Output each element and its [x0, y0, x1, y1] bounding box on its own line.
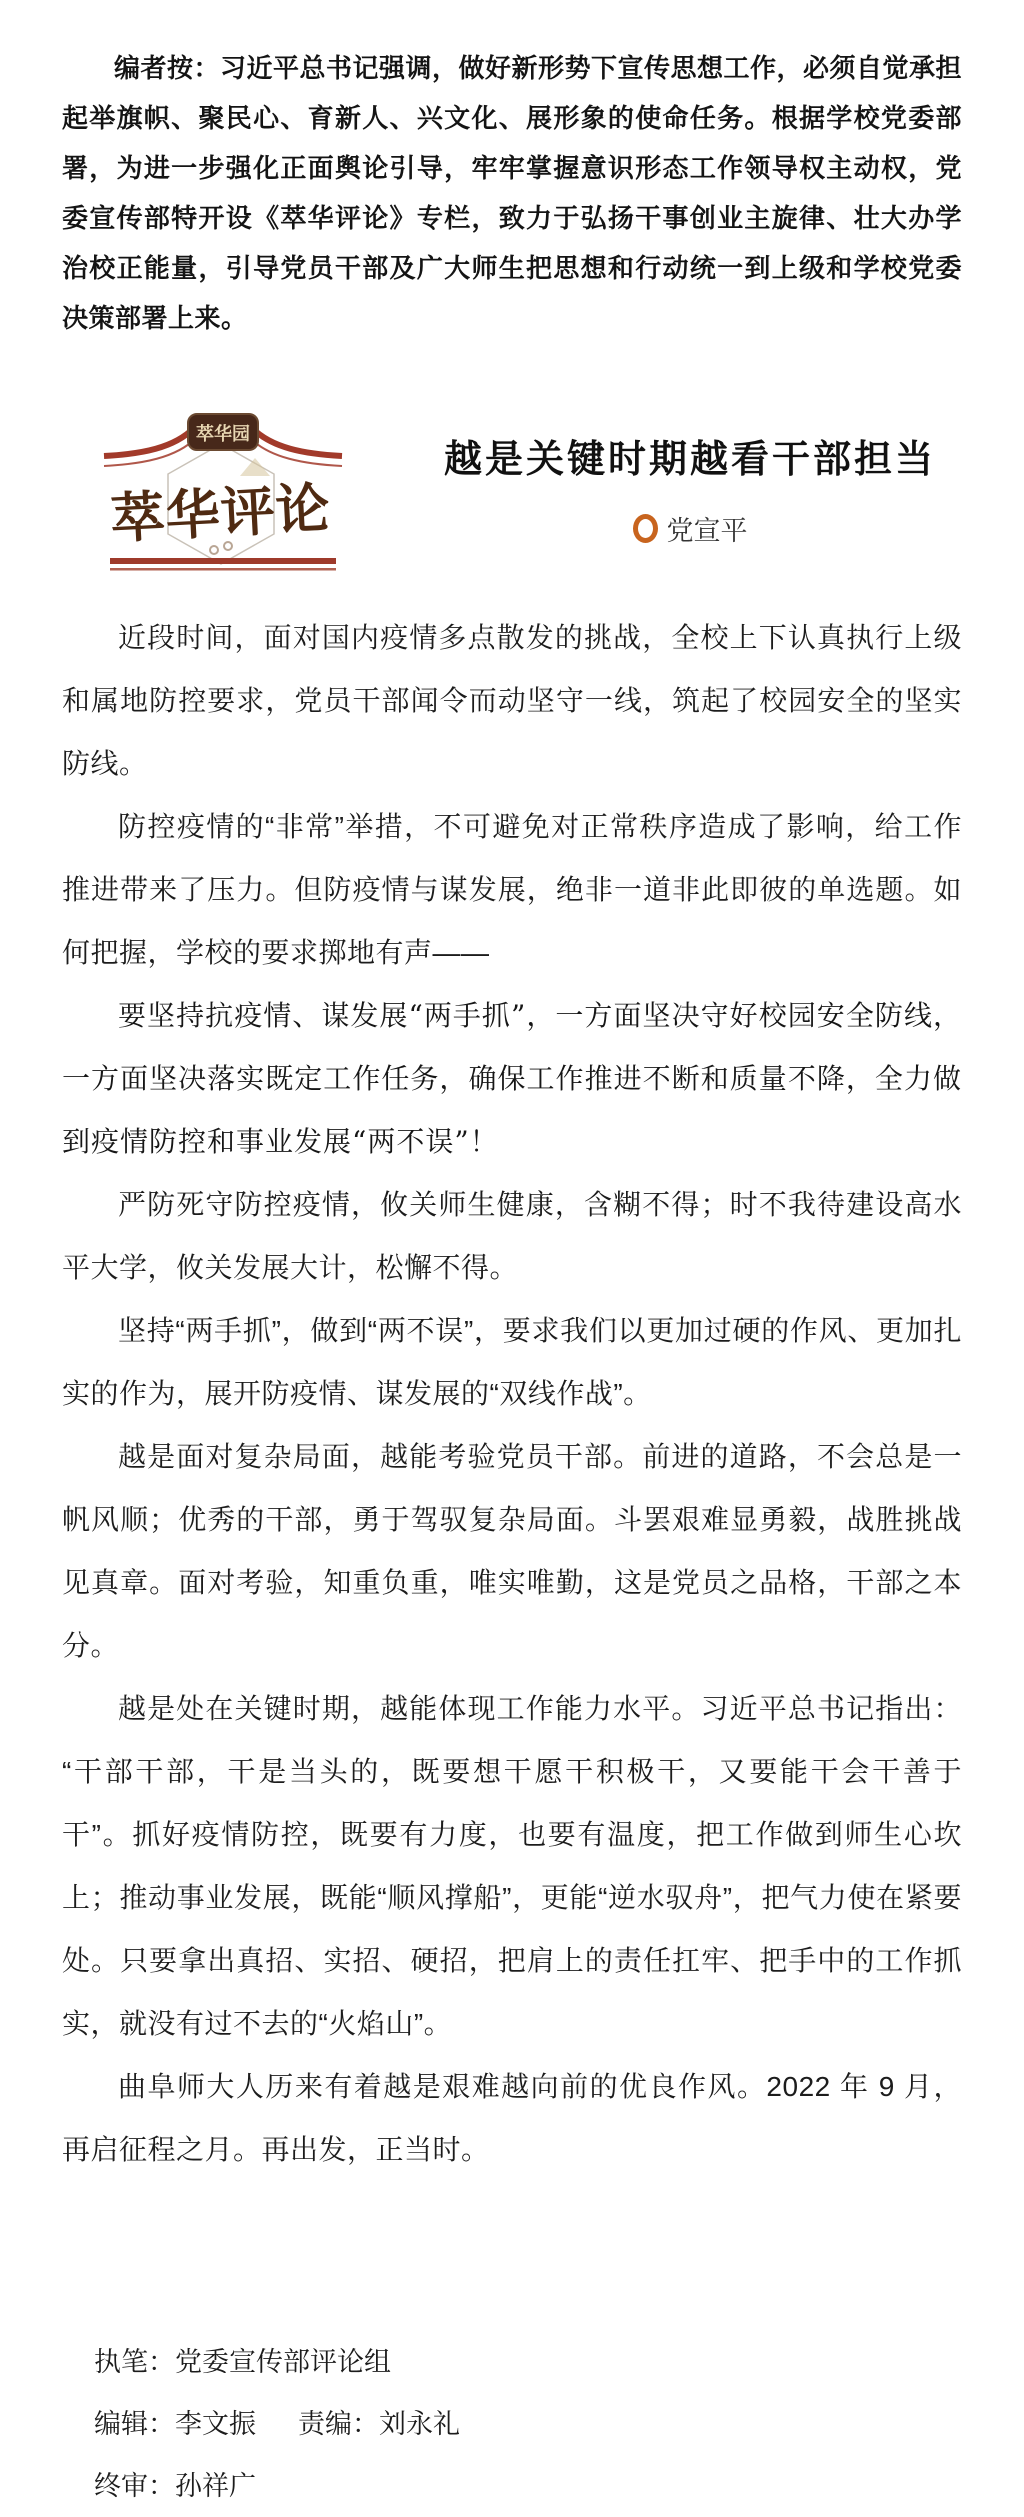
credits-editor: 编辑：李文振 [94, 2409, 256, 2439]
credits-final-reviewer: 终审：孙祥广 [94, 2471, 256, 2501]
author-line [633, 509, 748, 548]
logo-seal-mark [210, 546, 218, 554]
logo-bottom-bar-thick [110, 558, 336, 564]
article-paragraph: 近段时间，面对国内疫情多点散发的挑战，全校上下认真执行上级和属地防控要求，党员干部闻令而动坚守一线，筑起了校园安全的坚实防线。 [62, 622, 962, 779]
article-paragraph: 越是处在关键时期，越能体现工作能力水平。习近平总书记指出：“干部干部，干是当头的，既要想干愿干积极干，又要能干会干善于干”。抓好疫情防控，既要有力度，也要有温度，把工作做到师生心坎上；推动事业发展，既能“顺风撑船”，更能“逆水驭舟”，把气力使在紧要处。只要拿出真招、实招、硬招，把肩上的责任扛牢、把手中的工作抓实，就没有过不去的“火焰山”。 [62, 1693, 962, 2039]
logo-name: 萃华评论 [109, 478, 333, 550]
article-paragraph: 曲阜师大人历来有着越是艰难越向前的优良作风。2022 年 9 月，再启征程之月。再出发，正当时。 [62, 2071, 962, 2165]
article-paragraph: 坚持“两手抓”，做到“两不误”，要求我们以更加过硬的作风、更加扎实的作为，展开防疫情、谋发展的“双线作战”。 [62, 1315, 962, 1409]
article-paragraph: 越是面对复杂局面，越能考验党员干部。前进的道路，不会总是一帆风顺；优秀的干部，勇于驾驭复杂局面。斗罢艰难显勇毅，战胜挑战见真章。面对考验，知重负重，唯实唯勤，这是党员之品格，干部之本分。 [62, 1441, 962, 1661]
article-title: 越是关键时期越看干部担当 [443, 439, 936, 481]
masthead [62, 400, 962, 576]
ring-icon [633, 514, 658, 543]
author-name: 党宣平 [666, 516, 748, 546]
article-paragraph: 防控疫情的“非常”举措，不可避免对正常秩序造成了影响，给工作推进带来了压力。但防疫情与谋发展，绝非一道非此即彼的单选题。如何把握，学校的要求掷地有声—— [62, 811, 962, 968]
credits-block [62, 2331, 962, 2517]
credits-duty-editor: 责编：刘永礼 [298, 2409, 460, 2439]
logo-badge-text: 萃华园 [196, 424, 250, 444]
editor-note: 编者按：习近平总书记强调，做好新形势下宣传思想工作，必须自觉承担起举旗帜、聚民心、育新人、兴文化、展形象的使命任务。根据学校党委部署，为进一步强化正面舆论引导，牢牢掌握意识形态工作领导权主动权，党委宣传部特开设《萃华评论》专栏，致力于弘扬干事创业主旋律、壮大办学治校正能量，引导党员干部及广大师生把思想和行动统一到上级和学校党委决策部署上来。 [62, 54, 963, 334]
logo-bottom-bar-thin [110, 568, 336, 571]
article-paragraph: 要坚持抗疫情、谋发展“两手抓”，一方面坚决守好校园安全防线，一方面坚决落实既定工作任务，确保工作推进不断和质量不降，全力做到疫情防控和事业发展“两不误”！ [62, 999, 962, 1158]
credits-writer-row [94, 2331, 962, 2393]
credits-final-review-row [94, 2455, 962, 2517]
credits-editors-row [94, 2393, 962, 2455]
logo-mountain-icon [240, 458, 270, 476]
article-paragraph: 严防死守防控疫情，攸关师生健康，含糊不得；时不我待建设高水平大学，攸关发展大计，松懈不得。 [62, 1189, 962, 1283]
credits-writer: 执笔：党委宣传部评论组 [94, 2347, 391, 2377]
article-body [62, 606, 962, 2181]
logo-graphic [98, 400, 348, 576]
title-column [418, 428, 962, 548]
cuihua-review-logo [98, 400, 348, 576]
